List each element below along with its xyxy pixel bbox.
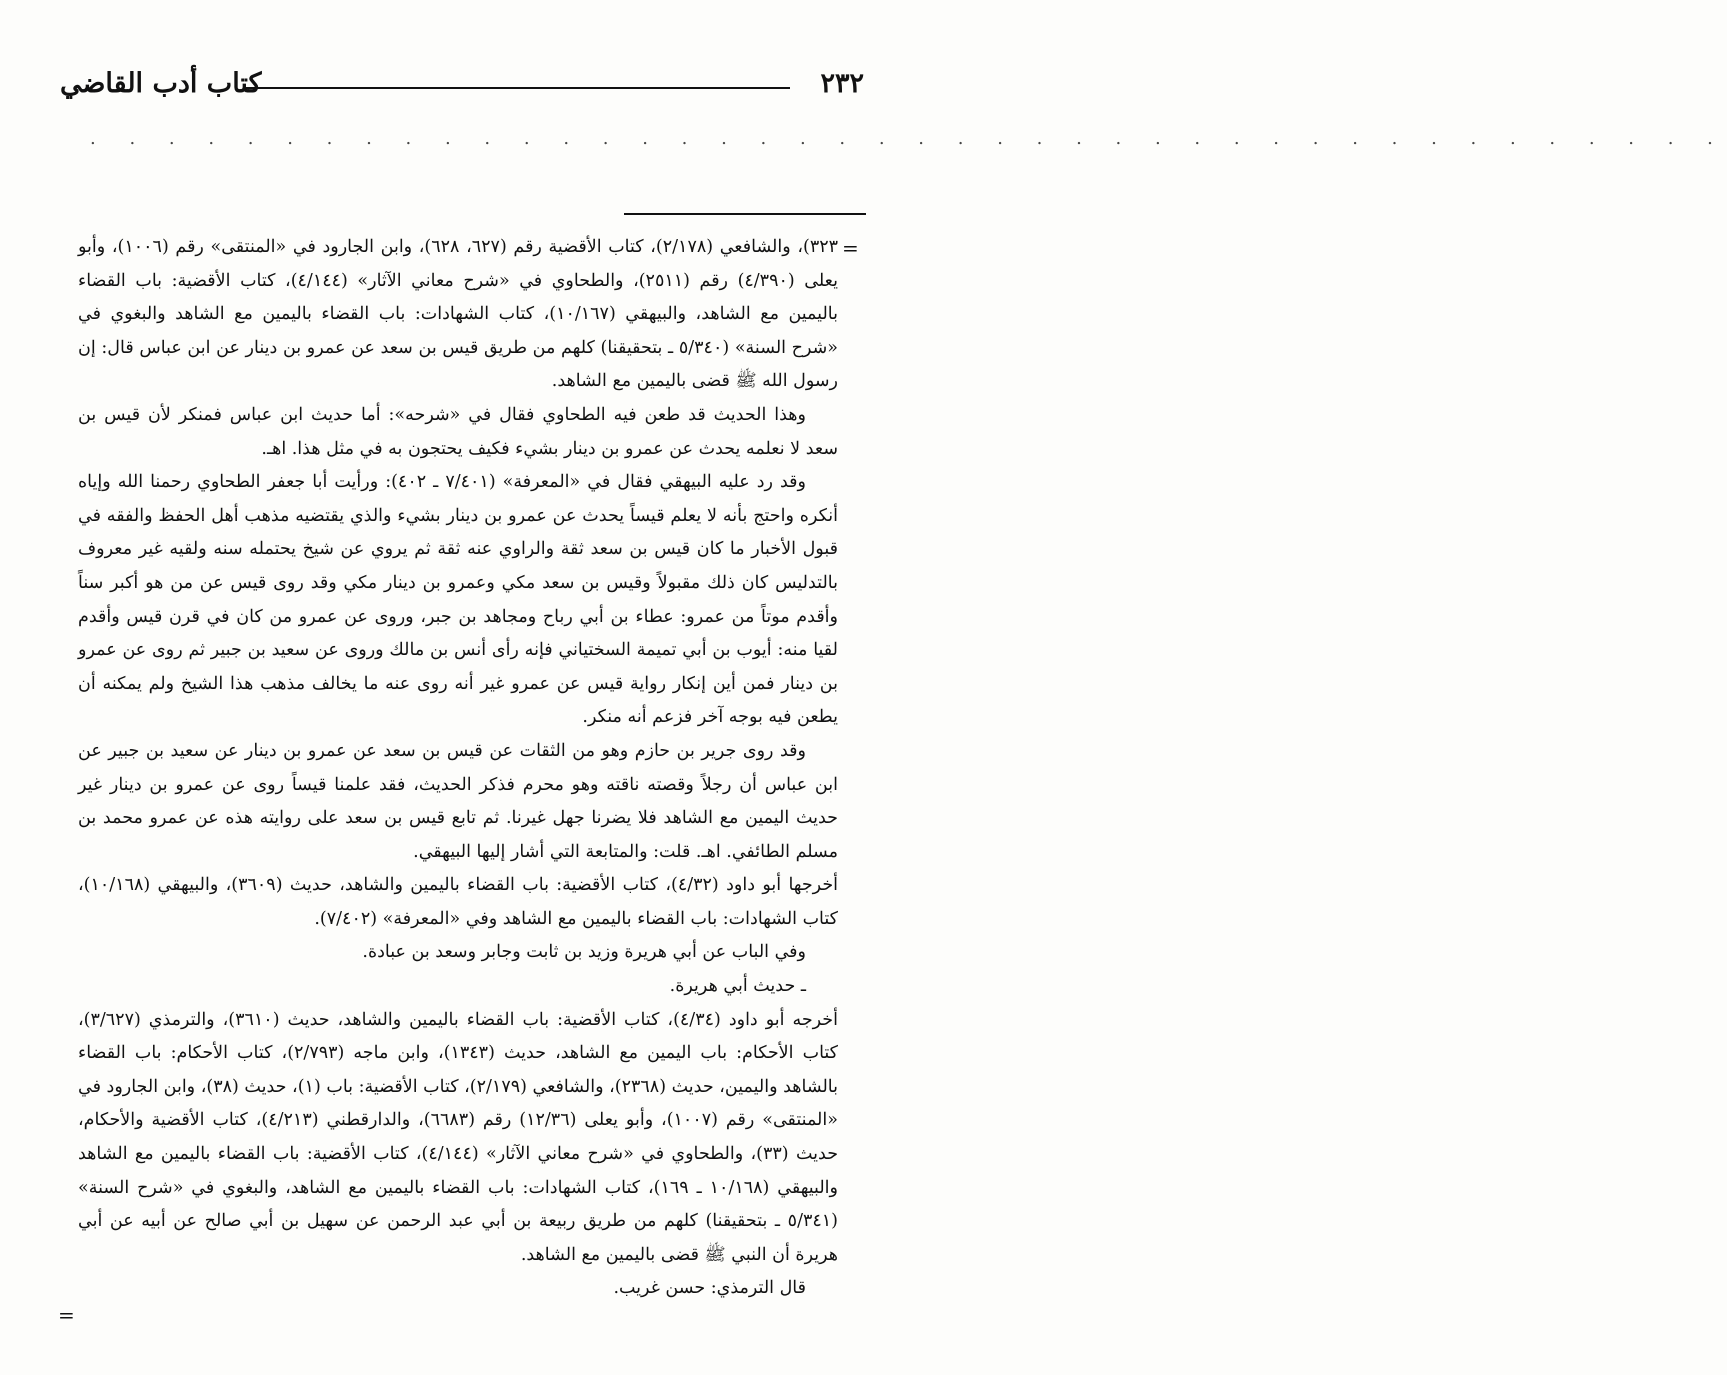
footnote-paragraph: قال الترمذي: حسن غريب. xyxy=(613,1278,806,1299)
footnote-paragraph: وقد روى جرير بن حازم وهو من الثقات عن قيس بن سعد عن عمرو بن دينار عن سعيد بن جبير عن ابن عباس أن رجلاً وقصته ناقته وهو محرم فذكر الحديث، فقد علمنا قيساً روى عن عمرو بن دينار غير حديث اليمين مع الشاهد فلا يضرنا جهل غيرنا. ثم تابع قيس بن سعد على روايته هذه عن عمرو محمد بن مسلم الطائفي. اهـ. قلت: والمتابعة التي أشار إليها البيهقي. xyxy=(78,740,838,862)
footnote-paragraph: أخرجها أبو داود (٤/٣٢)، كتاب الأقضية: باب القضاء باليمين والشاهد، حديث (٣٦٠٩)، والبيهقي (١٠/١٦٨)، كتاب الشهادات: باب القضاء باليمين مع الشاهد وفي «المعرفة» (٧/٤٠٢). xyxy=(78,875,838,929)
footnote-paragraph: وقد رد عليه البيهقي فقال في «المعرفة» (٧/٤٠١ ـ ٤٠٢): ورأيت أبا جعفر الطحاوي رحمنا الله وإياه أنكره واحتج بأنه لا يعلم قيساً يحدث عن عمرو بن دينار بشيء والذي يقتضيه مذهب أهل الحفظ والفقه في قبول الأخبار ما كان قيس بن سعد ثقة والراوي عنه ثقة ثم يروي عن شيخ يحتمله سنه ولقيه غير معروف بالتدليس كان ذلك مقبولاً وقيس بن سعد مكي وعمرو بن دينار مكي وقد روى قيس عن من هو أكبر سناً وأقدم موتاً من عمرو: عطاء بن أبي رباح ومجاهد بن جبر، وروى عن عمرو من كان في قرن قيس وأقدم لقيا منه: أيوب بن أبي تميمة السختياني فإنه رأى أنس بن مالك وروى عن سعيد بن جبير ثم روى عن عمرو بن دينار فمن أين إنكار رواية قيس عن عمرو غير أنه روى عنه ما يخالف مذهب هذا الشيخ ولم يمكنه أن يطعن فيه بوجه آخر فزعم أنه منكر. xyxy=(78,472,838,728)
page-number: ٢٣٢ xyxy=(820,68,864,99)
footnote-paragraph: ٣٢٣)، والشافعي (٢/١٧٨)، كتاب الأقضية رقم (٦٢٧، ٦٢٨)، وابن الجارود في «المنتقى» رقم (١٠٠٦)، وأبو يعلى (٤/٣٩٠) رقم (٢٥١١)، والطحاوي في «شرح معاني الآثار» (٤/١٤٤)، كتاب الأقضية: باب القضاء باليمين مع الشاهد، والبيهقي (١٠/١٦٧)، كتاب الشهادات: باب القضاء باليمين مع الشاهد والبغوي في «شرح السنة» (٥/٣٤٠ ـ بتحقيقنا) كلهم من طريق قيس بن سعد عن عمرو بن دينار عن ابن عباس قال: إن رسول الله ﷺ قضى باليمين مع الشاهد. xyxy=(78,237,839,392)
continuation-mark-bottom: = xyxy=(58,1303,75,1327)
footnote-body xyxy=(78,231,838,1306)
continuation-mark-top: = xyxy=(842,236,859,260)
header-rule xyxy=(243,87,790,89)
footnote-paragraph: وهذا الحديث قد طعن فيه الطحاوي فقال في «شرحه»: أما حديث ابن عباس فمنكر لأن قيس بن سعد لا نعلمه يحدث عن عمرو بن دينار بشيء فكيف يحتجون به في مثل هذا. اهـ. xyxy=(78,404,838,459)
section-separator: . . . . . . . . . . . . . . . . . . . . . . . . . . . . . . . . . . . . . . . . . . xyxy=(90,128,1727,149)
footnote-paragraph: ـ حديث أبي هريرة. xyxy=(669,976,806,997)
footnote-paragraph: وفي الباب عن أبي هريرة وزيد بن ثابت وجابر وسعد بن عبادة. xyxy=(362,942,806,963)
page-header xyxy=(58,62,868,106)
footnote-rule xyxy=(624,213,866,215)
book-title: كتاب أدب القاضي xyxy=(60,68,262,99)
footnote-paragraph: أخرجه أبو داود (٤/٣٤)، كتاب الأقضية: باب القضاء باليمين والشاهد، حديث (٣٦١٠)، والترمذي (٣/٦٢٧)، كتاب الأحكام: باب اليمين مع الشاهد، حديث (١٣٤٣)، وابن ماجه (٢/٧٩٣)، كتاب الأحكام: باب القضاء بالشاهد واليمين، حديث (٢٣٦٨)، والشافعي (٢/١٧٩)، كتاب الأقضية: باب (١)، حديث (٣٨)، وابن الجارود في «المنتقى» رقم (١٠٠٧)، وأبو يعلى (١٢/٣٦) رقم (٦٦٨٣)، والدارقطني (٤/٢١٣)، كتاب الأقضية والأحكام، حديث (٣٣)، والطحاوي في «شرح معاني الآثار» (٤/١٤٤)، كتاب الأقضية: باب القضاء باليمين مع الشاهد والبيهقي (١٠/١٦٨ ـ ١٦٩)، كتاب الشهادات: باب القضاء باليمين مع الشاهد، والبغوي في «شرح السنة» (٥/٣٤١ ـ بتحقيقنا) كلهم من طريق ربيعة بن أبي عبد الرحمن عن سهيل بن أبي صالح عن أبيه عن أبي هريرة أن النبي ﷺ قضى باليمين مع الشاهد. xyxy=(78,1009,839,1265)
